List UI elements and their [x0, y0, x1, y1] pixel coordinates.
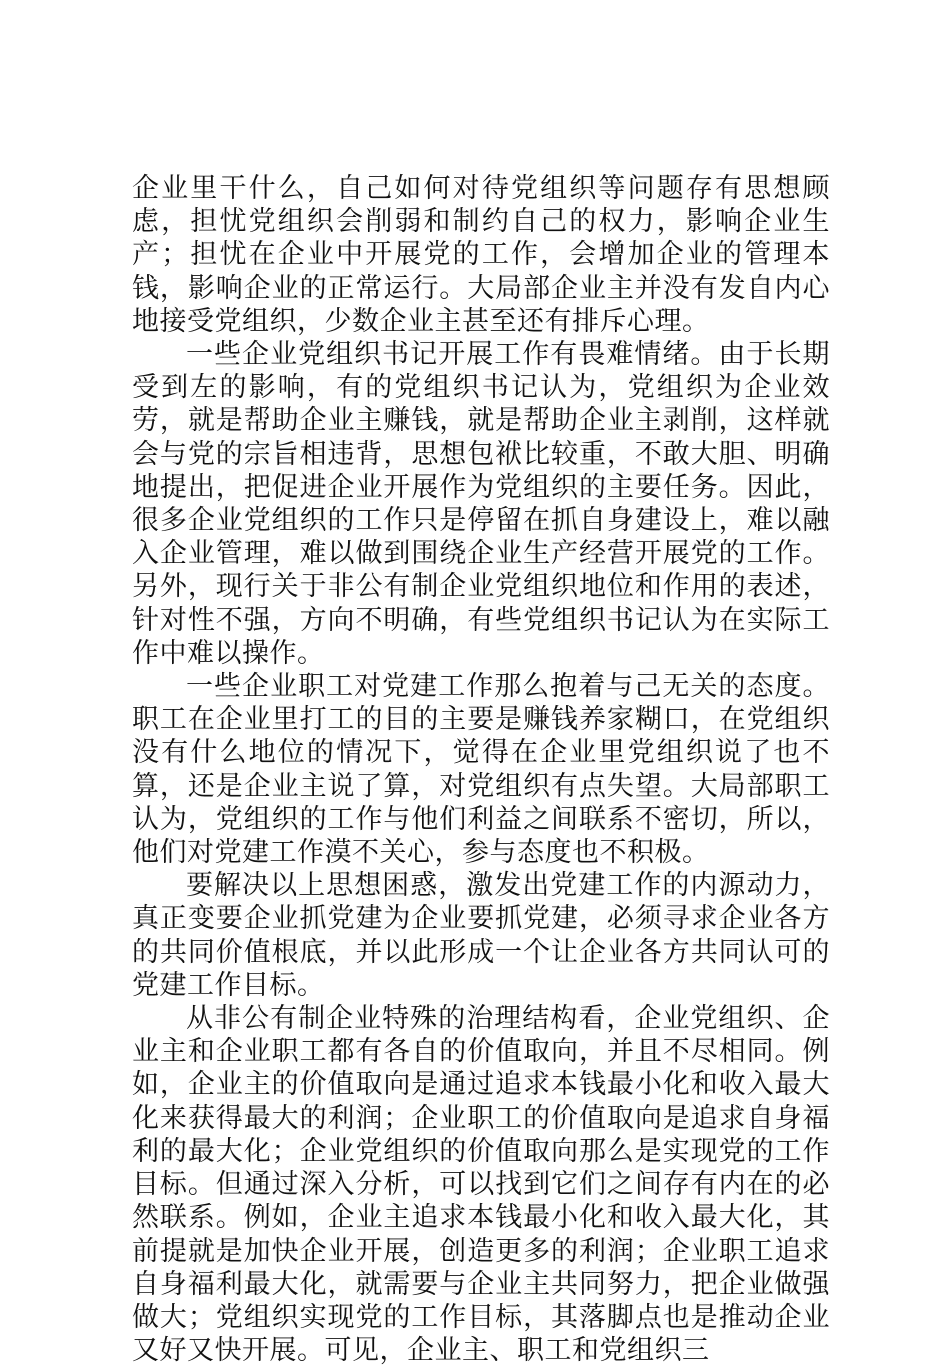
paragraph: 从非公有制企业特殊的治理结构看，企业党组织、企业主和企业职工都有各自的价值取向，并且不尽相同。例如，企业主的价值取向是通过追求本钱最小化和收入最大化来获得最大的利润；企业职工的价值取向是追求自身福利的最大化；企业党组织的价值取向那么是实现党的工作目标。但通过深入分析，可以找到它们之间存有内在的必然联系。例如，企业主追求本钱最小化和收入最大化，其前提就是加快企业开展，创造更多的利润；企业职工追求自身福利最大化，就需要与企业主共同努力，把企业做强做大；党组织实现党的工作目标，其落脚点也是推动企业又好又快开展。可见，企业主、职工和党组织三 — [132, 1003, 830, 1367]
body-text — [132, 172, 830, 1367]
paragraph-continued: 企业里干什么，自己如何对待党组织等问题存有思想顾虑，担忧党组织会削弱和制约自己的权力，影响企业生产；担忧在企业中开展党的工作，会增加企业的管理本钱，影响企业的正常运行。大局部企业主并没有发自内心地接受党组织，少数企业主甚至还有排斥心理。 — [132, 173, 830, 337]
paragraph: 一些企业职工对党建工作那么抱着与己无关的态度。职工在企业里打工的目的主要是赚钱养家糊口，在党组织没有什么地位的情况下，觉得在企业里党组织说了也不算，还是企业主说了算，对党组织有点失望。大局部职工认为，党组织的工作与他们利益之间联系不密切，所以，他们对党建工作漠不关心，参与态度也不积极。 — [132, 671, 830, 869]
paragraph: 一些企业党组织书记开展工作有畏难情绪。由于长期受到左的影响，有的党组织书记认为，党组织为企业效劳，就是帮助企业主赚钱，就是帮助企业主剥削，这样就会与党的宗旨相违背，思想包袱比较重，不敢大胆、明确地提出，把促进企业开展作为党组织的主要任务。因此，很多企业党组织的工作只是停留在抓自身建设上，难以融入企业管理，难以做到围绕企业生产经营开展党的工作。另外，现行关于非公有制企业党组织地位和作用的表述，针对性不强，方向不明确，有些党组织书记认为在实际工作中难以操作。 — [132, 339, 830, 669]
paragraph: 要解决以上思想困惑，激发出党建工作的内源动力，真正变要企业抓党建为企业要抓党建，必须寻求企业各方的共同价值根底，并以此形成一个让企业各方共同认可的党建工作目标。 — [132, 870, 830, 1001]
